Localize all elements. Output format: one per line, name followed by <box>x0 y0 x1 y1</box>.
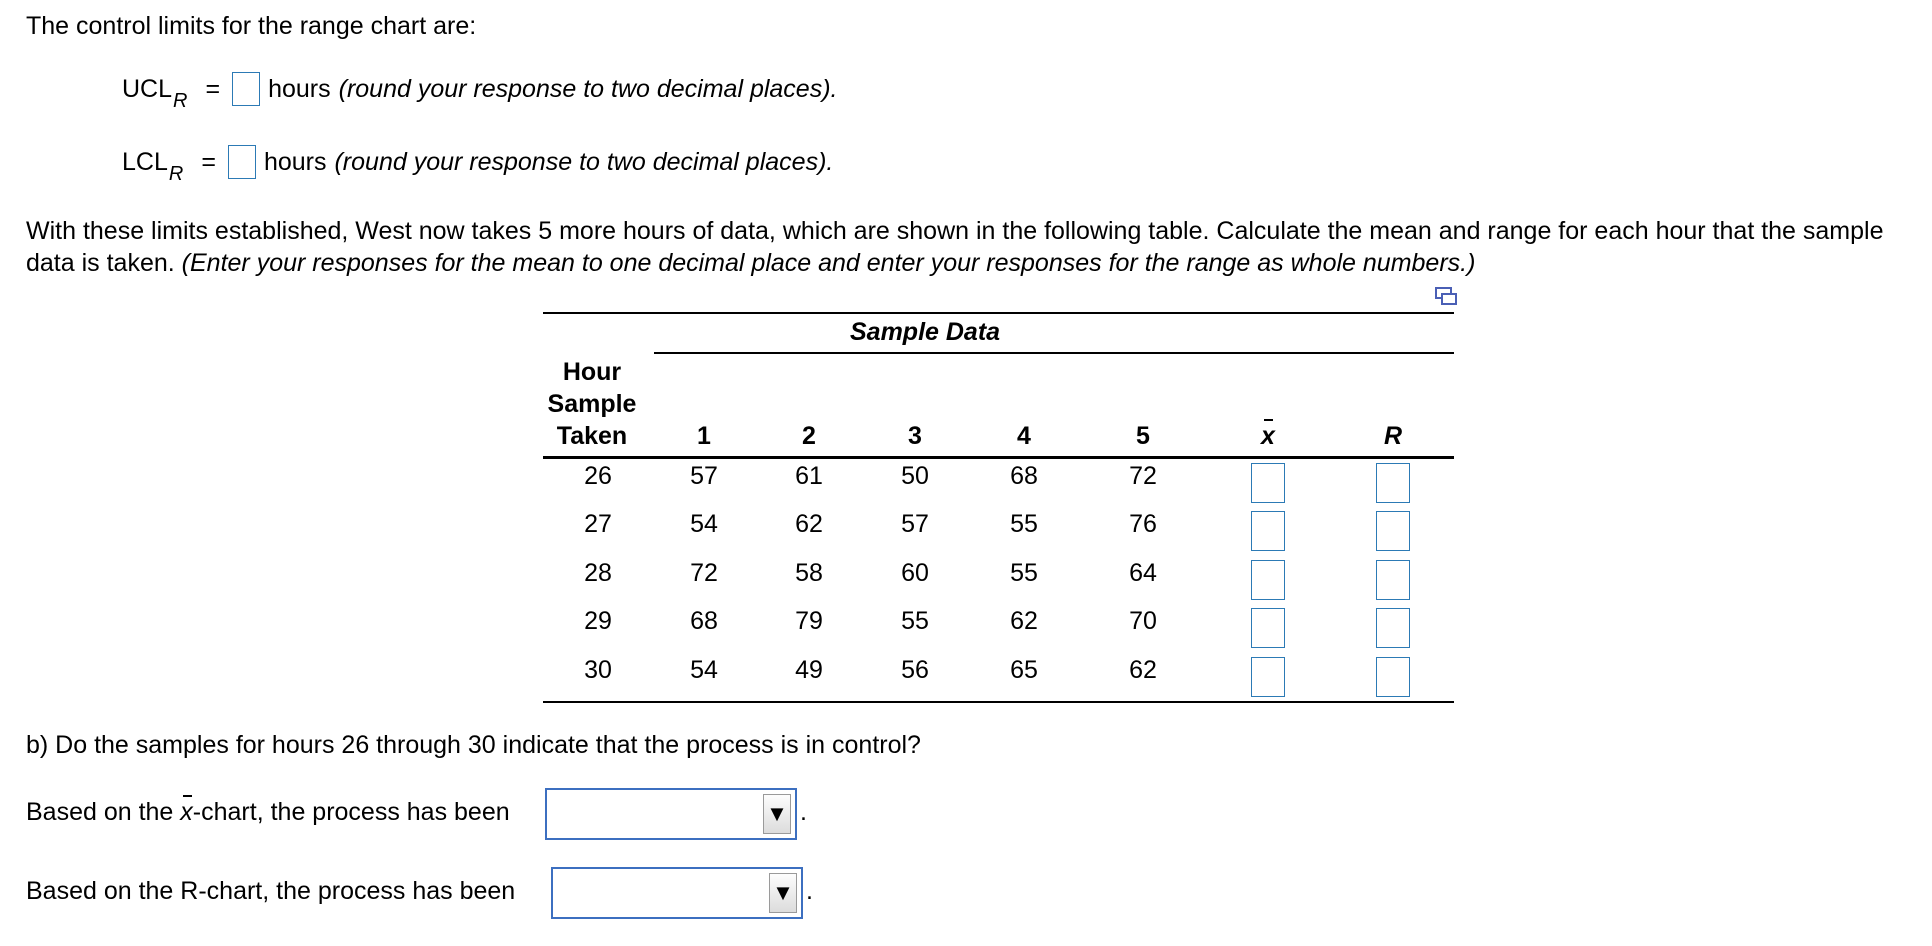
col-header-3: 3 <box>908 422 922 450</box>
hour-cell: 30 <box>584 656 612 684</box>
mean-input[interactable] <box>1251 511 1285 551</box>
value-cell: 54 <box>690 656 718 684</box>
dropdown-arrow-icon[interactable]: ▼ <box>769 873 797 913</box>
ucl-label: $UCL_R$ <box>122 74 188 112</box>
intro-text: The control limits for the range chart are: <box>26 12 477 40</box>
hour-cell: 27 <box>584 510 612 538</box>
rchart-select[interactable] <box>551 867 803 919</box>
hour-cell: 26 <box>584 462 612 490</box>
mean-header: x <box>1261 422 1275 450</box>
value-cell: 70 <box>1129 607 1157 635</box>
value-cell: 64 <box>1129 559 1157 587</box>
xchart-label: Based on the x-chart, the process has been <box>26 798 510 826</box>
mean-input[interactable] <box>1251 657 1285 697</box>
lcl-unit: hours <box>263 147 327 176</box>
mean-input[interactable] <box>1251 608 1285 648</box>
lcl-input[interactable] <box>228 145 256 179</box>
sample-data-header: Sample Data <box>850 318 1001 346</box>
table-top-rule <box>543 312 1454 314</box>
copy-table-icon[interactable] <box>1435 286 1457 306</box>
col-header-4: 4 <box>1017 422 1031 450</box>
value-cell: 55 <box>901 607 929 635</box>
lcl-label: $LCL_R$ <box>122 147 184 185</box>
value-cell: 54 <box>690 510 718 538</box>
col-header-2: 2 <box>802 422 816 450</box>
value-cell: 72 <box>690 559 718 587</box>
value-cell: 55 <box>1010 559 1038 587</box>
header-rule <box>543 456 1454 459</box>
range-header: R <box>1383 422 1403 450</box>
instructions-paragraph <box>26 215 1906 279</box>
value-cell: 61 <box>795 462 823 490</box>
instructions-text: With these limits established, West now takes 5 more hours of data, which are shown in the following table. Calculate the mean and range for each hour that the sample data is taken. <box>26 217 1884 277</box>
group-underline <box>654 352 1454 354</box>
value-cell: 68 <box>1010 462 1038 490</box>
value-cell: 57 <box>901 510 929 538</box>
ucl-hint: (round your response to two decimal places). <box>338 74 838 103</box>
hour-cell: 29 <box>584 607 612 635</box>
hour-cell: 28 <box>584 559 612 587</box>
col-header-5: 5 <box>1136 422 1150 450</box>
question-b: b) Do the samples for hours 26 through 30 indicate that the process is in control? <box>26 731 921 759</box>
value-cell: 57 <box>690 462 718 490</box>
lcl-equals: = <box>201 147 216 176</box>
mean-input[interactable] <box>1251 560 1285 600</box>
range-input[interactable] <box>1376 511 1410 551</box>
value-cell: 72 <box>1129 462 1157 490</box>
rchart-label: Based on the R-chart, the process has been <box>26 877 516 905</box>
ucl-equals: = <box>205 74 221 103</box>
value-cell: 55 <box>1010 510 1038 538</box>
value-cell: 50 <box>901 462 929 490</box>
value-cell: 58 <box>795 559 823 587</box>
value-cell: 56 <box>901 656 929 684</box>
ucl-input[interactable] <box>232 72 260 106</box>
table-bottom-rule <box>543 701 1454 703</box>
value-cell: 49 <box>795 656 823 684</box>
value-cell: 62 <box>1010 607 1038 635</box>
value-cell: 76 <box>1129 510 1157 538</box>
mean-input[interactable] <box>1251 463 1285 503</box>
value-cell: 60 <box>901 559 929 587</box>
ucl-row <box>122 72 838 112</box>
value-cell: 62 <box>1129 656 1157 684</box>
range-input[interactable] <box>1376 608 1410 648</box>
rchart-period: . <box>806 877 813 905</box>
ucl-unit: hours <box>268 74 331 103</box>
range-input[interactable] <box>1376 657 1410 697</box>
value-cell: 68 <box>690 607 718 635</box>
col-header-1: 1 <box>697 422 711 450</box>
lcl-row <box>122 145 834 185</box>
xchart-select[interactable] <box>545 788 797 840</box>
hour-header: Hour Sample Taken <box>547 358 637 450</box>
range-input[interactable] <box>1376 463 1410 503</box>
xchart-period: . <box>800 798 807 826</box>
value-cell: 65 <box>1010 656 1038 684</box>
value-cell: 79 <box>795 607 823 635</box>
lcl-hint: (round your response to two decimal places). <box>334 147 834 176</box>
range-input[interactable] <box>1376 560 1410 600</box>
value-cell: 62 <box>795 510 823 538</box>
dropdown-arrow-icon[interactable]: ▼ <box>763 794 791 834</box>
instructions-hint: (Enter your responses for the mean to one decimal place and enter your responses for the range as whole numbers.) <box>181 249 1476 277</box>
